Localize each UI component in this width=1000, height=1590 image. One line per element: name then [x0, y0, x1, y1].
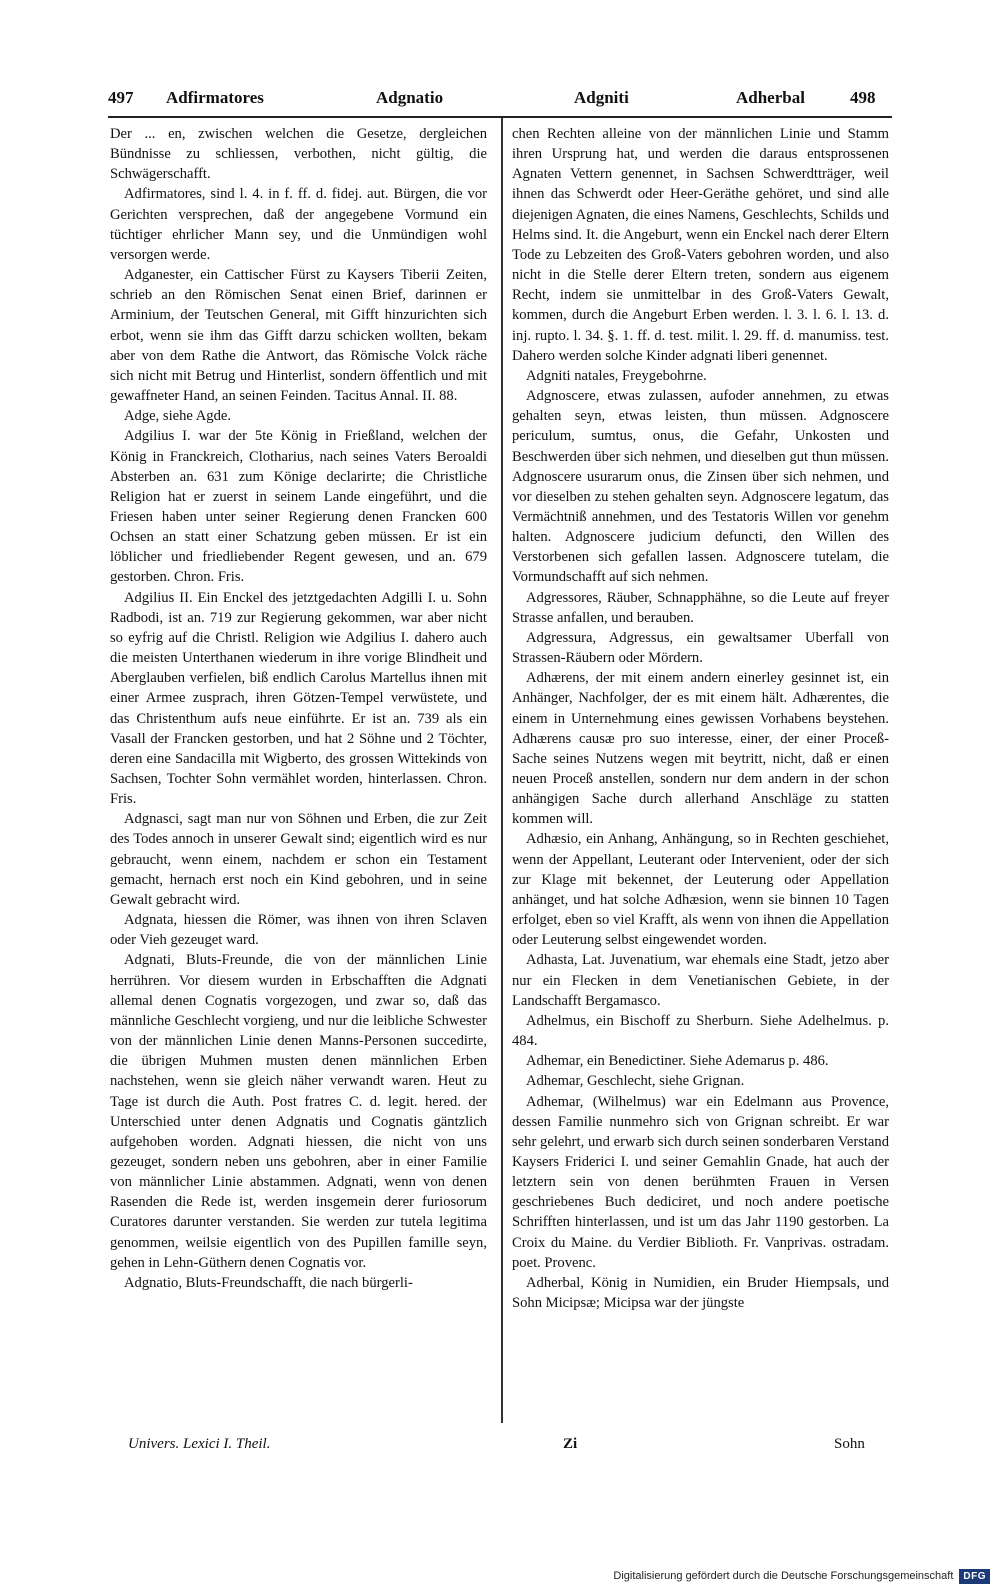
page-footer — [108, 1436, 892, 1460]
entry-paragraph: Adge, siehe Agde. — [124, 408, 231, 425]
credit-text: Digitalisierung gefördert durch die Deutsche Forschungsgemeinschaft — [613, 1570, 954, 1582]
entry-paragraph: Adganester, ein Cattischer Fürst zu Kaysers Tiberii Zeiten, schrieb an den Römischen Senat einen Brief, darinnen er Arminium, der Teutschen General, mit Gifft hinzurichten sich erbot, wenn sie ihm das Gifft darzu schicken wollten, bekam aber von dem Rathe die Antwort, das Römische Volck räche sich nicht mit Betrug und Hinterlist, sondern öffentlich und mit gewaffneter Hand, an seinen Feinden. Tacitus Annal. II. 88. — [110, 267, 487, 405]
entry-paragraph: Der ... en, zwischen welchen die Gesetze, dergleichen Bündnisse zu schliessen, verbothen, nicht gültig, die Schwägerschafft. — [110, 126, 487, 183]
header-word-2: Adgnatio — [376, 88, 444, 107]
page-number-right: 498 — [850, 88, 876, 107]
entry-paragraph: Adgressura, Adgressus, ein gewaltsamer Uberfall von Strassen-Räubern oder Mördern. — [512, 629, 889, 667]
right-column — [512, 124, 889, 1313]
header-rule — [108, 116, 892, 118]
entry-paragraph: Adgnati, Bluts-Freunde, die von der männlichen Linie herrühren. Vor diesem wurden in Erbschafften die Adgnati allemal denen Cognatis vorgezogen, und zwar so, daß das männliche Geschlecht vorgieng, und nur die leibliche Schwester von der männlichen Linie denen Manns-Personen succedirte, die übrigen Muhmen musten denen männlichen Erben nachstehen, wenn sie gleich näher verwandt waren. Heut zu Tage ist durch die Auth. Post fratres C. d. legit. hered. der Unterschied unter denen Adgnatis und Cognatis gäntzlich aufgehoben worden. Adgnati hiessen, die nicht von uns gezeuget, sondern neben uns gebohren, aber in einer Familie von männlicher Linie abstammen. Adgnati, wenn von denen Rasenden die Rede ist, werden insgemein derer furiosorum Curatores darunter verstanden. Sie werden zur tutela legitima genommen, weilsie eigentlich von des Pupillen famille seyn, gehen in Lehn-Güthern denen Cognatis vor. — [110, 952, 487, 1271]
entry-paragraph: Adgnoscere, etwas zulassen, aufoder annehmen, zu etwas gehalten seyn, etwas leisten, thun müssen. Adgnoscere periculum, sumtus, onus, die Gefahr, Unkosten und Beschwerden über sich nehmen, und dieselben gut thun müssen. Adgnoscere usurarum onus, die Zinsen über sich nehmen, und vor dieselben zu stehen gehalten seyn. Adgnoscere legatum, das Vermächtniß annehmen, und des Testatoris Willen vor genehm halten. Adgnoscere judicium defuncti, den Willen des Verstorbenen sich gefallen lassen. Adgnoscere tutelam, die Vormundschafft auf sich nehmen. — [512, 388, 889, 586]
entry-paragraph: Adhasta, Lat. Juvenatium, war ehemals eine Stadt, jetzo aber nur ein Flecken in dem Venetianischen Gebiete, in der Landschafft Bergamasco. — [512, 952, 889, 1009]
entry-paragraph: Adgnata, hiessen die Römer, was ihnen von ihren Sclaven oder Vieh gezeuget ward. — [110, 912, 487, 949]
entry-paragraph: Adgressores, Räuber, Schnapphähne, so die Leute auf freyer Strasse anfallen, und berauben. — [512, 589, 889, 626]
entry-paragraph: Adgniti natales, Freygebohrne. — [526, 367, 707, 384]
header-word-4: Adherbal — [736, 88, 805, 107]
entry-paragraph: Adfirmatores, sind l. 4. in f. ff. d. fidej. aut. Bürgen, die vor Gerichten versprechen, daß der angegebene Vormund ein tüchtiger ehrlicher Mann sey, und die Unmündigen wohl versorgen werde. — [110, 186, 487, 263]
entry-paragraph: Adhæsio, ein Anhang, Anhängung, so in Rechten geschiehet, wenn der Appellant, Leuterant oder Intervenient, oder der sich zur Klage mit bekennet, der Leuterung oder Appellation anhänget, und hat solche Adhæsion, wenn sie binnen 10 Tagen erfolget, eben so viel Krafft, als wenn von ihnen die Appellation oder Leuterung selbst eingewendet worden. — [512, 831, 889, 949]
entry-paragraph: Adgilius II. Ein Enckel des jetztgedachten Adgilli I. u. Sohn Radbodi, ist an. 719 zur Regierung gekommen, war aber nicht so eyfrig auf die Christl. Religion wie Adgilius I. dahero auch die meisten Unterthanen wiederum in ihre vorige Blindheit und Aberglauben verfielen, biß endlich Carolus Martellus ihnen mit einer Armee zusprach, ihren Götzen-Tempel verwüstete, und das Christenthum aufs neue einführte. Er ist an. 739 als ein Vasall der Francken gestorben, und hat 2 Söhne und 2 Töchter, deren eine Sandacilla mit Wigberto, des grossen Wittekinds von Sachsen, Tochter Sohn vermählet worden, hinterlassen. Chron. Fris. — [110, 589, 487, 808]
entry-paragraph: Adgilius I. war der 5te König in Frießland, welchen der König in Franckreich, Clotharius, nach seines Vaters Beroaldi Absterben an. 631 zum Könige declarirte; die Christliche Religion hat er zuerst in seinem Lande eingeführt, und die Friesen haben unter seiner Regierung denen Francken 600 Ochsen an statt einer Schatzung geben müssen. Er ist ein löblicher und friedliebender Regent gewesen, und an. 679 gestorben. Chron. Fris. — [110, 428, 487, 586]
entry-paragraph: Adhemar, ein Benedictiner. Siehe Ademarus p. 486. — [526, 1053, 829, 1070]
entry-paragraph: Adhemar, (Wilhelmus) war ein Edelmann aus Provence, dessen Familie nunmehro sich von Grignan schreibt. Er war sehr gelehrt, und erwarb sich durch seinen sonderbaren Verstand Kaysers Friderici I. und seiner Gemahlin Gnade, hat auch der letztern sein von denen berühmten Frauen in Versen geschriebenes Buch dediciret, und noch andere poetische Schrifften hinterlassen, und ist um das Jahr 1190 gestorben. La Croix du Maine. du Verdier Biblioth. Fr. Vanprivas. ostradam. poet. Provenc. — [512, 1093, 889, 1271]
signature-line: Univers. Lexici I. Theil. — [128, 1436, 271, 1452]
dfg-logo-icon: DFG — [959, 1569, 990, 1584]
left-column — [110, 124, 487, 1293]
header-word-1: Adfirmatores — [166, 88, 264, 107]
entry-paragraph: Adherbal, König in Numidien, ein Bruder Hiempsals, und Sohn Micipsæ; Micipsa war der jüngste — [512, 1274, 889, 1312]
entry-paragraph: Adhærens, der mit einem andern einerley gesinnet ist, ein Anhänger, Nachfolger, der es mit einem hält. Adhærentes, die einem in Unternehmung eines gewissen Vorhabens beystehen. Adhærens causæ pro suo interesse, einer, der einer Proceß-Sache seines Nutzens wegen mit beytritt, nicht, daß er einen neuen Proceß anstellen, sondern nur dem andern in der schon anhängigen Sache durch allerhand Anschläge zu statten kommen will. — [512, 670, 889, 828]
entry-paragraph: Adgnatio, Bluts-Freundschafft, die nach bürgerli- — [124, 1274, 413, 1291]
sheet-mark: Zi — [563, 1436, 578, 1452]
entry-paragraph: Adhemar, Geschlecht, siehe Grignan. — [526, 1073, 745, 1090]
header-word-3: Adgniti — [574, 88, 629, 107]
catchword: Sohn — [834, 1436, 865, 1452]
entry-paragraph: Adhelmus, ein Bischoff zu Sherburn. Siehe Adelhelmus. p. 484. — [512, 1012, 889, 1050]
digitization-credit — [613, 1567, 990, 1585]
entry-paragraph: Adgnasci, sagt man nur von Söhnen und Erben, die zur Zeit des Todes annoch in unserer Gewalt sind; eigentlich wird es nur gebraucht, wenn einem, nachdem er schon ein Testament gemacht, hernach erst noch ein Kind gebohren, und in seine Gewalt gebracht wird. — [110, 811, 487, 908]
dictionary-page — [108, 84, 892, 1484]
page-number-left: 497 — [108, 88, 134, 107]
column-divider — [501, 118, 503, 1423]
running-header — [108, 84, 892, 114]
entry-paragraph: chen Rechten alleine von der männlichen Linie und Stamm ihren Ursprung hat, und werden die daraus entsprossenen Agnaten Vettern genennet, in Sachsen Schwerdtträger, weil ihnen das Schwerdt oder Heer-Geräthe gehöret, und sind alle diejenigen Agnaten, die eines Namens, Geschlechts, Schilds und Helms sind. It. die Angeburt, wenn ein Enckel nach derer Eltern Tode zu Lebzeiten des Groß-Vaters gebohren worden, und also nicht in die Stelle derer Eltern treten, sondern aus eigenem Recht, indem sie unmittelbar in des Groß-Vaters Gewalt, kommen, durch die Angeburt Erben werden. l. 3. l. 6. l. 13. d. inj. rupto. l. 34. §. 1. ff. d. test. milit. l. 29. ff. d. manumiss. test. Dahero werden solche Kinder adgnati liberi genennet. — [512, 126, 889, 364]
